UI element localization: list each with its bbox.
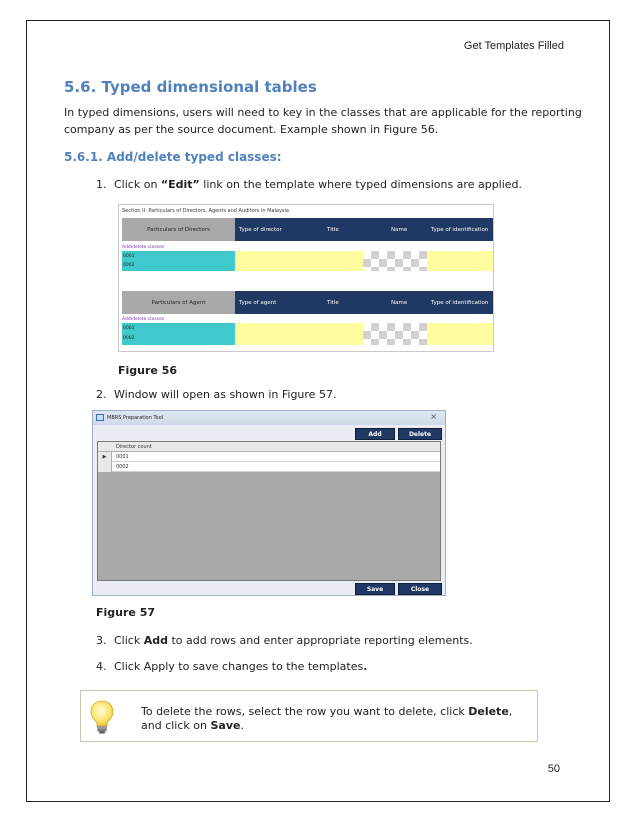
row-value: 0002 [116,464,129,470]
tip-bold-delete: Delete [468,705,509,718]
table2-teal-cell [122,323,235,345]
row-selector[interactable] [98,462,112,472]
figure-57-window [92,410,446,596]
figure-56-section-title: Section II: Particulars of Directors, Agents and Auditors in Malaysia [122,208,289,214]
close-button[interactable]: Close [398,583,442,595]
add-button[interactable]: Add [355,428,395,440]
table2-header-name: Name [387,291,427,314]
table2-yellow-cell [235,323,363,345]
step-4 [96,660,367,673]
step-text: Click Apply to save changes to the templates [114,660,364,673]
lightbulb-icon [89,699,115,735]
delete-button[interactable]: Delete [398,428,442,440]
page-number: 50 [547,763,560,775]
table2-edit-link[interactable]: Add/delete classes [122,317,165,322]
table2-code-1: 0001 [123,326,135,331]
step-1 [96,178,522,191]
tip-box [80,690,538,742]
section-heading: 5.6. Typed dimensional tables [64,78,317,96]
window-titlebar [93,411,445,425]
subsection-heading: 5.6.1. Add/delete typed classes: [64,150,282,164]
rows-grid [97,441,441,581]
table2-code-2: 0002 [123,336,135,341]
table1-code-1: 0001 [123,254,135,259]
table1-edit-link[interactable]: Add/delete classes [122,245,165,250]
tip-text [141,705,531,733]
table-row[interactable] [98,452,440,462]
step-bold: “Edit” [160,178,200,191]
table2-header-title: Title [323,291,387,314]
table2-header-particulars: Particulars of Agent [122,291,235,314]
step-text: Window will open as shown in Figure 57. [114,388,337,401]
step-text-after: link on the template where typed dimensions are applied. [199,178,523,191]
row-value: 0001 [116,454,129,460]
window-close-icon[interactable]: × [430,412,437,421]
table2-checker-cell [363,323,427,345]
running-header: Get Templates Filled [463,40,564,52]
table1-teal-cell [122,251,235,271]
tip-text-end: . [240,719,244,732]
step-number: 3. [96,634,107,647]
column-header-director-count: Director count [116,444,152,450]
step-number: 4. [96,660,107,673]
step-3 [96,634,473,647]
step-number: 1. [96,178,107,191]
row-selector-icon[interactable]: ▶ [98,452,112,462]
table1-header-title: Title [323,218,387,241]
table1-code-2: 0002 [123,263,135,268]
step-text-after: to add rows and enter appropriate reporting elements. [167,634,473,647]
table1-header-identification: Type of identification [427,218,493,241]
table1-header-type: Type of director [235,218,323,241]
figure-56-image [118,204,494,352]
step-text: Click on [114,178,161,191]
table1-header-name: Name [387,218,427,241]
step-bold: . [363,660,368,673]
table2-header-type: Type of agent [235,291,323,314]
table1-yellow-cell-2 [427,251,493,271]
step-text: Click [114,634,144,647]
step-2 [96,388,336,401]
grid-header [98,442,440,452]
table1-yellow-cell [235,251,363,271]
tip-text-start: To delete the rows, select the row you want to delete, click [141,705,469,718]
tip-bold-save: Save [210,719,241,732]
save-button[interactable]: Save [355,583,395,595]
window-title: MBRS Preparation Tool [107,415,164,421]
app-icon [96,414,104,421]
tip-text-mid: , and click on [141,705,513,732]
figure-56-caption: Figure 56 [118,364,178,377]
table-row[interactable] [98,462,440,472]
step-bold: Add [143,634,168,647]
figure-57-caption: Figure 57 [96,606,156,619]
table1-header-particulars: Particulars of Directors [122,218,235,241]
table1-checker-cell [363,251,427,271]
section-paragraph: In typed dimensions, users will need to key in the classes that are applicable for the reporting company as per the source document. Example shown in Figure 56. [64,106,582,136]
step-number: 2. [96,388,107,401]
table2-header-identification: Type of identification [427,291,493,314]
table2-yellow-cell-2 [427,323,493,345]
